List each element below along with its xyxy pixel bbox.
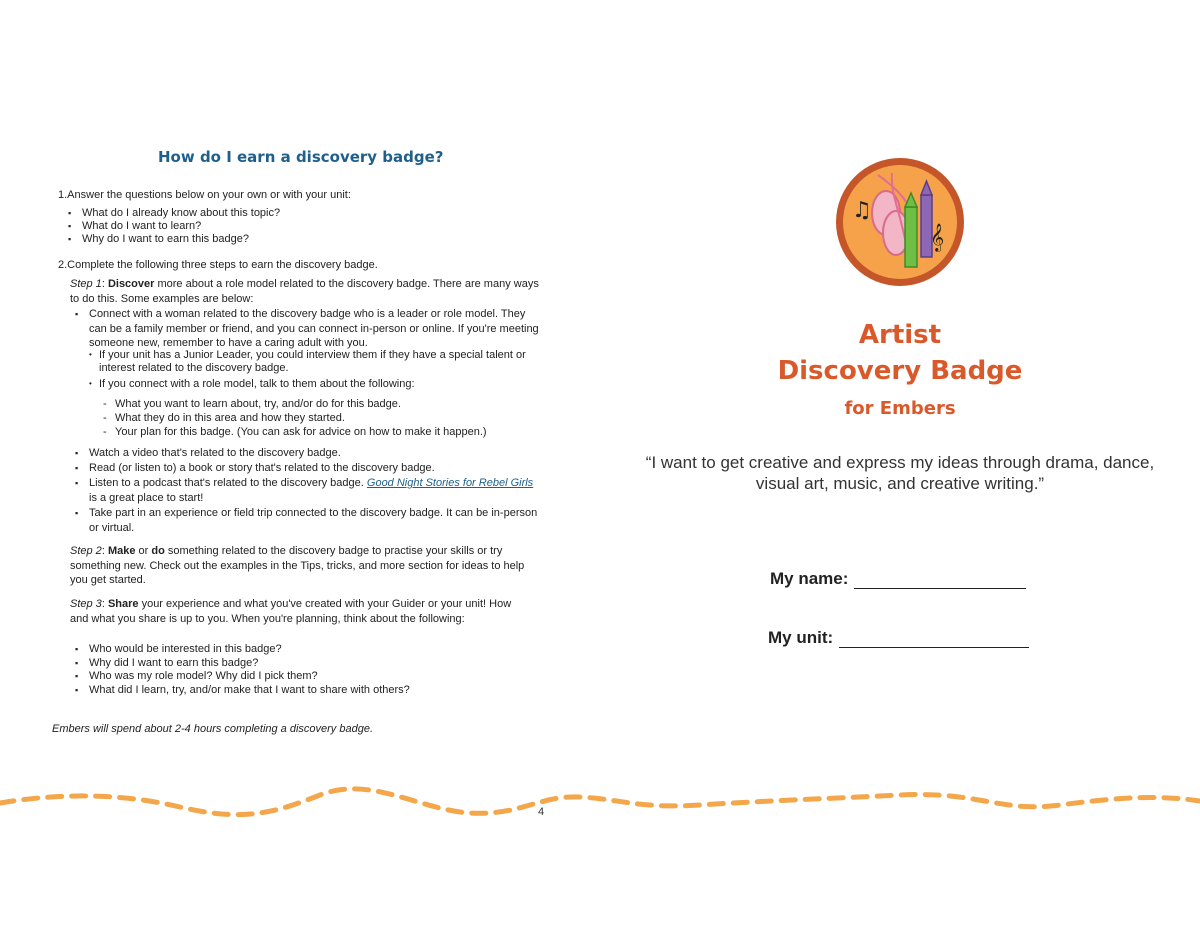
list-item: • If your unit has a Junior Leader, you could interview them if they have a special talent or interest related to the discovery badge.	[89, 349, 539, 374]
time-footnote: Embers will spend about 2-4 hours completing a discovery badge.	[52, 723, 374, 735]
badge-quote: “I want to get creative and express my ideas through drama, dance, visual art, music, and creative writing.”	[645, 453, 1155, 493]
name-blank-line[interactable]	[854, 572, 1026, 589]
discover-examples-list-2	[75, 446, 540, 536]
podcast-link[interactable]: Good Night Stories for Rebel Girls	[366, 477, 534, 489]
unit-field[interactable]: My unit:	[768, 628, 1029, 648]
page-number: 4	[538, 806, 545, 818]
list-item: ▪ Listen to a podcast that's related to the discovery badge. Good Night Stories for Rebel Girls is a great place to start!	[75, 476, 540, 506]
section-heading: How do I earn a discovery badge?	[158, 148, 444, 166]
share-questions-list	[75, 643, 540, 697]
questions-list	[68, 207, 280, 246]
list-item: ▪ Why do I want to earn this badge?	[68, 233, 280, 246]
badge-title-line1: Artist	[858, 320, 942, 350]
wavy-border-decoration	[0, 775, 1200, 835]
list-item: - What they do in this area and how they started.	[103, 411, 543, 425]
step2-make-paragraph: Step 2: Make or do something related to the discovery badge to practise your skills or try something new. Check out the examples in the Tips, tricks, and more section for ideas to help you get started.	[70, 545, 525, 586]
list-item: ▪ Read (or listen to) a book or story that's related to the discovery badge.	[75, 461, 540, 476]
music-note-icon: ♫	[852, 198, 872, 223]
role-model-sublist	[89, 349, 539, 374]
role-model-sublist-2	[89, 378, 539, 391]
list-item: - Your plan for this badge. (You can ask for advice on how to make it happen.)	[103, 425, 543, 439]
step1-discover-paragraph: Step 1: Discover more about a role model related to the discovery badge. There are many ways to do this. Some examples are below:	[70, 278, 539, 305]
list-item: ▪ Why did I want to earn this badge?	[75, 657, 540, 671]
step3-share-paragraph: Step 3: Share your experience and what you've created with your Guider or your unit! How and what you share is up to you. When you're planning, think about the following:	[70, 598, 512, 625]
badge-title-line2: Discovery Badge	[777, 356, 1023, 386]
talk-topics-list	[103, 397, 543, 439]
list-item: ▪ Who was my role model? Why did I pick them?	[75, 670, 540, 684]
unit-blank-line[interactable]	[839, 631, 1029, 648]
list-item: ▪ Take part in an experience or field trip connected to the discovery badge. It can be in-person or virtual.	[75, 506, 540, 536]
step-1-intro: 1.Answer the questions below on your own or with your unit:	[58, 189, 351, 201]
treble-clef-icon: 𝄞	[930, 223, 945, 251]
step-2-intro: 2.Complete the following three steps to earn the discovery badge.	[58, 259, 378, 271]
list-item: ▪ What do I want to learn?	[68, 220, 280, 233]
list-item: • If you connect with a role model, talk to them about the following:	[89, 378, 539, 391]
badge-emblem-icon	[832, 155, 968, 289]
discover-examples-list	[75, 307, 540, 351]
list-item: ▪ Connect with a woman related to the discovery badge who is a leader or role model. They can be a family member or friend, and you can connect in-person or online. If you're meeting someone new, remember to have a caring adult with you.	[75, 307, 540, 351]
name-field[interactable]: My name:	[770, 569, 1026, 589]
list-item: ▪ What did I learn, try, and/or make that I want to share with others?	[75, 684, 540, 698]
list-item: ▪ Watch a video that's related to the discovery badge.	[75, 446, 540, 461]
list-item: - What you want to learn about, try, and/or do for this badge.	[103, 397, 543, 411]
list-item: ▪ Who would be interested in this badge?	[75, 643, 540, 657]
list-item: ▪ What do I already know about this topic?	[68, 207, 280, 220]
badge-subtitle: for Embers	[844, 398, 956, 419]
